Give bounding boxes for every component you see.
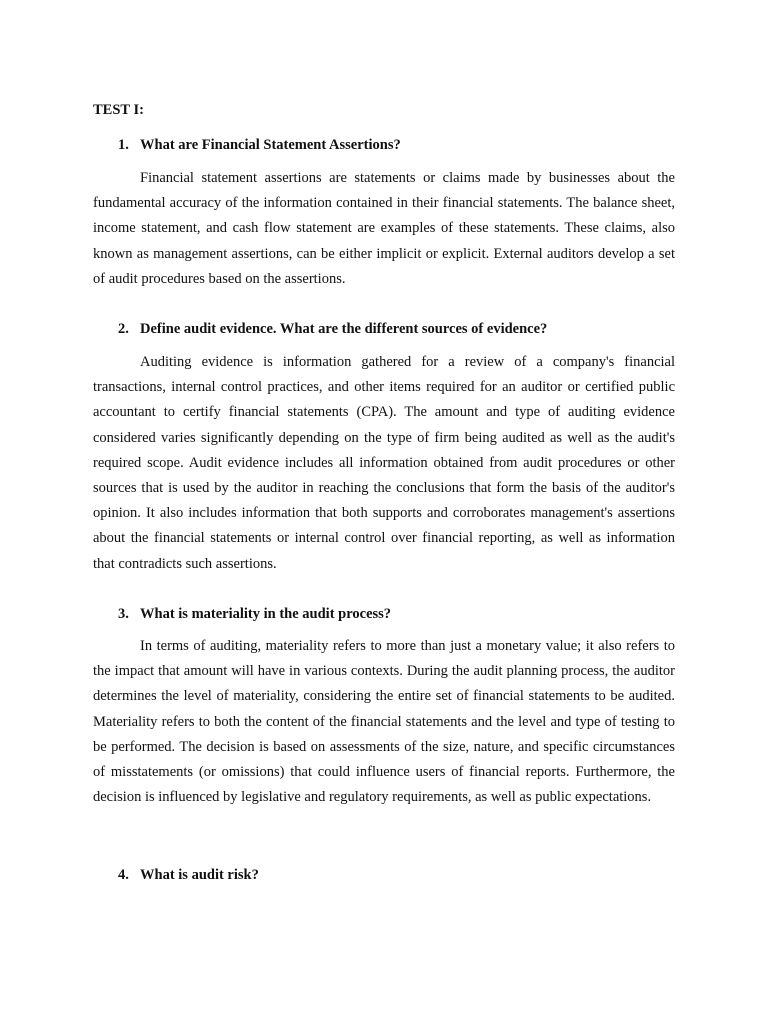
question-text: Define audit evidence. What are the different sources of evidence? (140, 321, 548, 337)
question-1 (118, 136, 678, 154)
question-text: What is audit risk? (140, 867, 259, 883)
question-number: 2. (118, 321, 129, 337)
question-text: What are Financial Statement Assertions? (140, 137, 401, 153)
test-heading: TEST I: (93, 102, 144, 118)
question-number: 4. (118, 867, 129, 883)
answer-3: In terms of auditing, materiality refers to more than just a monetary value; it also refers to the impact that amount will have in various contexts. During the audit planning process, the auditor determines the level of materiality, considering the entire set of financial statements to be audited. Materiality refers to both the content of the financial statements and the level and type of testing to be performed. The decision is based on assessments of the size, nature, and specific circumstances of misstatements (or omissions) that could influence users of financial reports. Furthermore, the decision is influenced by legislative and regulatory requirements, as well as public expectations. (93, 638, 675, 806)
question-3 (118, 605, 678, 623)
answer-2: Auditing evidence is information gathered for a review of a company's financial transactions, internal control practices, and other items required for an auditor or certified public accountant to certify financial statements (CPA). The amount and type of auditing evidence considered varies significantly depending on the type of firm being audited as well as the audit's required scope. Audit evidence includes all information obtained from audit procedures or other sources that is used by the auditor in reaching the conclusions that form the basis of the auditor's opinion. It also includes information that both supports and corroborates management's assertions about the financial statements or internal control over financial reporting, as well as information that contradicts such assertions. (93, 354, 675, 572)
question-4 (118, 866, 678, 884)
answer-1: Financial statement assertions are statements or claims made by businesses about the fundamental accuracy of the information contained in their financial statements. The balance sheet, income statement, and cash flow statement are examples of these statements. These claims, also known as management assertions, can be either implicit or explicit. External auditors develop a set of audit procedures based on the assertions. (93, 170, 675, 287)
question-2 (118, 320, 678, 338)
question-number: 3. (118, 606, 129, 622)
question-text: What is materiality in the audit process? (140, 606, 392, 622)
question-number: 1. (118, 137, 129, 153)
